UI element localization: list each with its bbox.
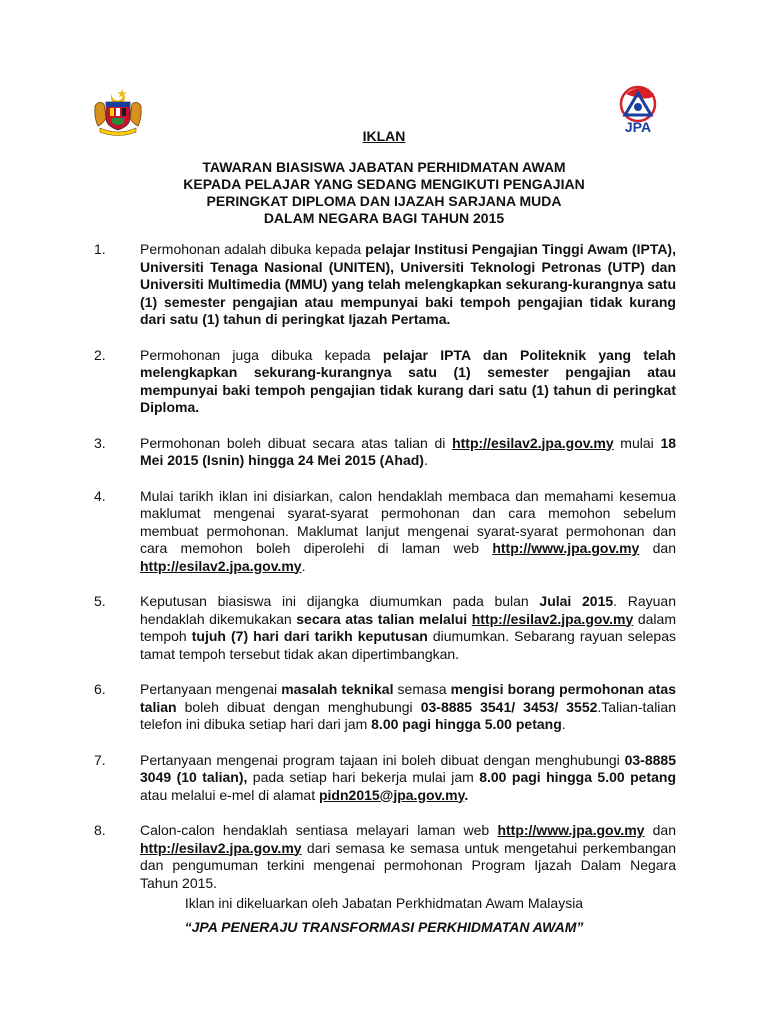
list-item (94, 488, 676, 576)
link[interactable]: http://esilav2.jpa.gov.my (140, 557, 302, 574)
text-run: Permohonan adalah dibuka kepada (140, 241, 366, 257)
text-run: . (301, 557, 306, 574)
bold-text: secara atas talian melalui (296, 610, 472, 627)
slogan-text: “JPA PENERAJU TRANSFORMASI PERKHIDMATAN AWAM” (184, 919, 584, 935)
list-item-text (140, 435, 676, 470)
text-run: .Talian-talian telefon ini dibuka setiap hari dari jam (140, 698, 676, 732)
text-run: Pertanyaan mengenai (140, 681, 282, 697)
text-run: Keputusan biasiswa ini dijangka diumumkan pada bulan (140, 593, 540, 609)
list-item-text (140, 347, 676, 417)
link[interactable]: pidn2015@jpa.gov.my (318, 786, 465, 803)
page-title: IKLAN (362, 128, 406, 144)
list-item-text (140, 241, 676, 329)
link[interactable]: http://esilav2.jpa.gov.my (471, 610, 634, 627)
headline (0, 159, 768, 227)
list-item (94, 681, 676, 734)
text-run: Permohonan juga dibuka kepada (140, 346, 383, 363)
link[interactable]: http://www.jpa.gov.my (497, 822, 645, 838)
list-item-number: 7. (94, 751, 106, 768)
bold-text: tujuh (7) hari dari tarikh keputusan (191, 628, 428, 644)
issued-by-text: Iklan ini dikeluarkan oleh Jabatan Perkhidmatan Awam Malaysia (184, 895, 584, 911)
bold-text: 03-8885 3049 (10 talian), (140, 751, 676, 785)
link[interactable]: http://esilav2.jpa.gov.my (140, 839, 302, 856)
text-run: Permohonan boleh dibuat secara atas talian di (140, 434, 453, 451)
text-run: semasa (393, 681, 451, 697)
text-run: boleh dibuat dengan menghubungi (176, 698, 421, 715)
text-run: Mulai tarikh iklan ini disiarkan, calon hendaklah membaca dan memahami kesemua maklumat mengenai syarat-syarat permohonan dan cara memohon sebelum membuat permohonan. Maklumat lanjut mengenai syarat-syarat permohonan dan cara memohon boleh diperolehi di laman web (140, 487, 676, 556)
text-run: . (423, 452, 428, 468)
text-run: dan (644, 822, 677, 838)
bold-text: 18 Mei 2015 (Isnin) hingga 24 Mei 2015 (Ahad) (140, 434, 677, 468)
list-item (94, 241, 676, 329)
list-item (94, 347, 676, 417)
headline-line: DALAM NEGARA BAGI TAHUN 2015 (263, 210, 505, 226)
bold-text: pelajar IPTA dan Politeknik yang telah melengkapkan sekurang-kurangnya satu (1) semester pengajian atau mempunyai baki tempoh pengajian tidak kurang dari satu (1) tahun di peringkat Diploma. (140, 346, 676, 415)
list-item-text (140, 488, 676, 576)
list-item-number: 5. (94, 593, 106, 609)
text-run: diumumkan. Sebarang rayuan selepas tamat tempoh tersebut tidak akan dipertimbangkan. (140, 628, 676, 662)
text-run: mulai (613, 434, 661, 451)
headline-line: PERINGKAT DIPLOMA DAN IJAZAH SARJANA MUDA (206, 193, 562, 209)
list-item-text (140, 822, 676, 892)
bold-text: Julai 2015 (539, 593, 614, 609)
text-run: Pertanyaan mengenai program tajaan ini boleh dibuat dengan menghubungi (140, 751, 625, 768)
headline-line: TAWARAN BIASISWA JABATAN PERHIDMATAN AWAM (202, 159, 566, 175)
list-item (94, 752, 676, 805)
list-item-number: 1. (94, 241, 106, 257)
bold-text: . (464, 786, 469, 803)
list-item-number: 2. (94, 346, 106, 363)
link[interactable]: http://esilav2.jpa.gov.my (452, 434, 614, 451)
list-item-text (140, 593, 676, 663)
bold-text: 8.00 pagi hingga 5.00 petang (479, 769, 676, 785)
list-item (94, 822, 676, 892)
bold-text: 03-8885 3541/ 3453/ 3552 (420, 698, 598, 715)
link[interactable]: http://www.jpa.gov.my (492, 540, 640, 556)
text-run: Calon-calon hendaklah sentiasa melayari laman web (140, 822, 498, 838)
numbered-list (94, 241, 676, 910)
list-item-text (140, 681, 676, 734)
list-item-number: 8. (94, 822, 106, 838)
bold-text: 8.00 pagi hingga 5.00 petang (371, 716, 562, 732)
text-run: dalam tempoh (140, 610, 676, 644)
bold-text: pelajar Institusi Pengajian Tinggi Awam (IPTA), Universiti Tenaga Nasional (UNITEN), Universiti Teknologi Petronas (UTP) dan Universiti Multimedia (MMU) yang telah melengkapkan sekurang-kurangnya satu (1) semester pengajian atau mempunyai baki tempoh pengajian tidak kurang dari satu (1) tahun di peringkat Ijazah Pertama. (140, 241, 677, 327)
text-run: . (561, 716, 566, 732)
text-run: dan (639, 540, 676, 556)
list-item (94, 593, 676, 663)
list-item-text (140, 752, 676, 805)
text-run: pada setiap hari bekerja mulai jam (247, 769, 480, 785)
list-item-number: 3. (94, 434, 106, 451)
jpa-logo-text: JPA (624, 119, 652, 135)
bold-text: mengisi borang permohonan atas talian (140, 681, 676, 715)
list-item (94, 435, 676, 470)
text-run: atau melalui e-mel di alamat (140, 786, 319, 803)
bold-text: masalah teknikal (281, 681, 394, 697)
headline-line: KEPADA PELAJAR YANG SEDANG MENGIKUTI PENGAJIAN (183, 176, 585, 192)
list-item-number: 6. (94, 681, 106, 697)
text-run: dari semasa ke semasa untuk mengetahui perkembangan dan pengumuman terkini mengenai permohonan Program Ijazah Dalam Negara Tahun 2015. (140, 839, 676, 891)
text-run: . Rayuan hendaklah dikemukakan (140, 593, 676, 627)
list-item-number: 4. (94, 487, 106, 504)
